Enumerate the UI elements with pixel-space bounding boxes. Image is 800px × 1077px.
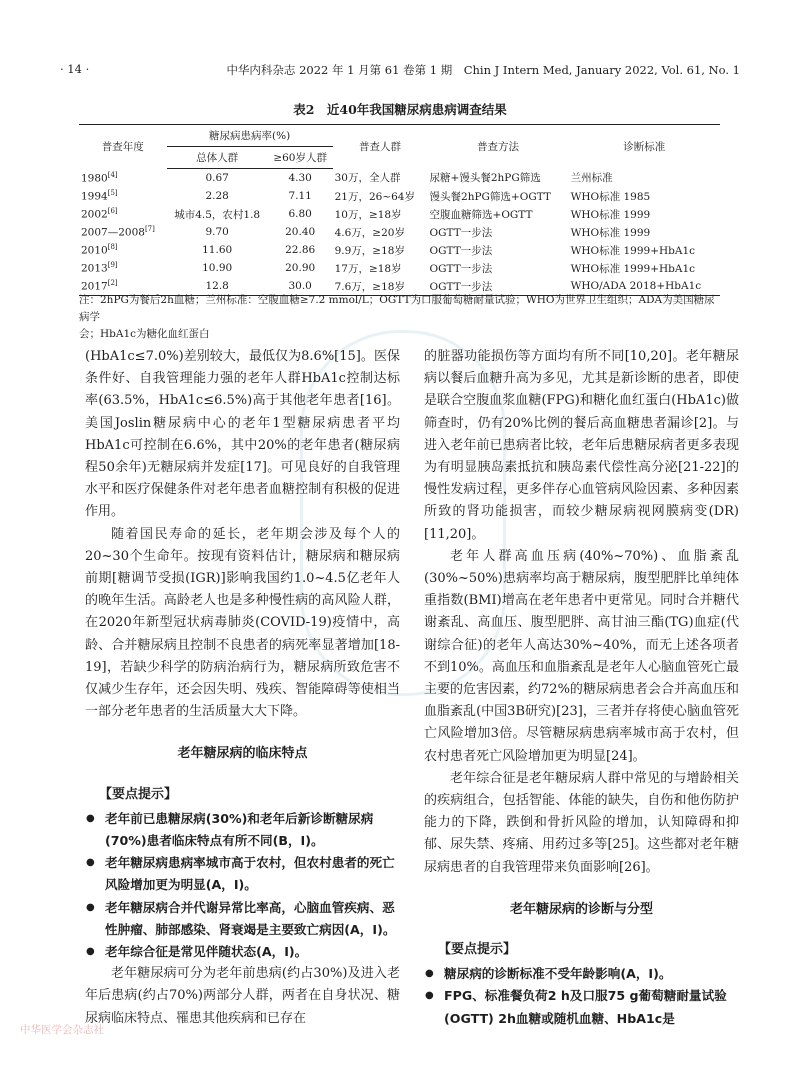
cell-over60: 30.0: [268, 277, 333, 296]
table-body: [79, 169, 720, 296]
reference-marker: [2]: [107, 279, 118, 288]
bullet-item: ● 老年综合征是常见伴随状态(A，Ⅰ)。: [85, 941, 400, 963]
bullet-item: ● 糖尿病的诊断标准不受年龄影响(A，Ⅰ)。: [424, 963, 739, 985]
reference-marker: [4]: [107, 171, 118, 179]
table-row: [79, 259, 720, 277]
cell-population: 30万，全人群: [334, 172, 401, 185]
cell-year: 1980[4]: [81, 171, 118, 185]
cell-overall: 11.60: [202, 244, 233, 256]
header-population: 普查人群: [333, 125, 428, 169]
bullet-item: ● 老年糖尿病患病率城市高于农村，但农村患者的死亡风险增加更为明显(A，Ⅰ)。: [85, 852, 400, 896]
cell-method: OGTT一步法: [428, 277, 569, 296]
reference-marker: [5]: [107, 189, 118, 198]
cell-criteria: WHO标准 1999: [570, 208, 651, 221]
cell-year: 2007—2008[7]: [81, 225, 155, 239]
cell-method: 尿糖+馒头餐2hPG筛选: [429, 172, 541, 185]
header-overall: 总体人群: [167, 147, 268, 169]
cell-year: 2010[8]: [81, 243, 118, 257]
cell-method: OGTT一步法: [429, 262, 493, 275]
table-note-line1: 注：2hPG为餐后2h血糖；兰州标准：空腹血糖≥7.2 mmol/L；OGTT为口服葡萄糖耐量试验；WHO为世界卫生组织；ADA为美国糖尿病学: [79, 294, 715, 323]
cell-method: 馒头餐2hPG筛选+OGTT: [429, 190, 551, 203]
cell-overall: 城市4.5，农村1.8: [174, 208, 261, 221]
publisher-watermark: 中华医学会杂志社: [20, 1024, 104, 1036]
cell-over60: 7.11: [288, 190, 312, 202]
left-paragraph-2: 随着国民寿命的延长，老年期会涉及每个人的20~30个生命年。按现有资料估计，糖尿病和糖尿病前期[糖调节受损(IGR)]影响我国约1.0~4.5亿老年人的晚年生活。高龄老人也是多种慢性病的高风险人群，在2020年新型冠状病毒肺炎(COVID-19)疫情中，高龄、合并糖尿病且控制不良患者的病死率显著增加[18-19]，若缺少科学的防病治病行为，糖尿病所致危害不仅减少生存年，还会因失明、残疾、智能障碍等使相当一部分老年患者的生活质量大大下降。: [85, 526, 400, 720]
left-paragraph-1: (HbA1c≤7.0%)差别较大，最低仅为8.6%[15]。医保条件好、自我管理能力强的老年人群HbA1c控制达标率(63.5%，HbA1c≤6.5%)高于其他老年患者[16]。美国Joslin糖尿病中心的老年1型糖尿病患者平均HbA1c可控制在6.6%，其中20%的老年患者(糖尿病程50余年)无糖尿病并发症[17]。可见良好的自我管理水平和医疗保健条件对老年患者血糖控制有积极的促进作用。: [85, 349, 400, 520]
prevalence-table: [79, 124, 720, 296]
cell-method: OGTT一步法: [429, 226, 493, 239]
right-paragraph-3: 老年综合征是老年糖尿病人群中常见的与增龄相关的疾病组合，包括智能、体能的缺失，自伤和他伤防护能力的下降，跌倒和骨折风险的增加，认知障碍和抑郁、尿失禁、疼痛、用药过多等[25]。这些都对老年糖尿病患者的自我管理带来负面影响[26]。: [424, 770, 739, 875]
header-year: 普查年度: [79, 125, 167, 169]
key-points-label: 【要点提示】: [438, 942, 517, 958]
header-over60: ≥60岁人群: [268, 147, 333, 169]
cell-criteria: 兰州标准: [570, 172, 613, 185]
reference-marker: [6]: [107, 207, 118, 216]
section-title-clinical: 老年糖尿病的临床特点: [177, 746, 308, 762]
cell-over60: 6.80: [288, 208, 312, 220]
table-row: [79, 187, 720, 205]
journal-citation: 中华内科杂志 2022 年 1 月第 61 卷第 1 期 Chin J Intern Med, January 2022, Vol. 61, No. 1: [226, 63, 740, 77]
cell-overall: 0.67: [205, 172, 229, 184]
bullet-item: ● 老年糖尿病合并代谢异常比率高，心脑血管疾病、恶性肿瘤、肺部感染、肾衰竭是主要致亡病因(A，Ⅰ)。: [85, 897, 400, 941]
cell-criteria: WHO标准 1999+HbA1c: [570, 244, 696, 257]
cell-population: 9.9万，≥18岁: [334, 244, 405, 257]
cell-overall: 2.28: [205, 190, 229, 202]
cell-criteria: WHO标准 1985: [570, 190, 651, 203]
reference-marker: [8]: [107, 243, 118, 252]
cell-over60: 20.40: [285, 226, 316, 238]
cell-population: 10万，≥18岁: [334, 208, 402, 221]
right-paragraph-2: 老年人群高血压病(40%~70%)、血脂紊乱(30%~50%)患病率均高于糖尿病，腹型肥胖比单纯体重指数(BMI)增高在老年患者中更常见。同时合并糖代谢紊乱、高血压、腹型肥胖、高甘油三酯(TG)血症(代谢综合征)的老年人高达30%~40%，而无上述各项者不到10%。高血压和血脂紊乱是老年人心脑血管死亡最主要的危害因素，约72%的糖尿病患者会合并高血压和血脂紊乱(中国3B研究)[23]，三者并存将使心脑血管死亡风险增加3倍。尽管糖尿病患病率城市高于农村，但农村患者死亡风险增加更为明显[24]。: [424, 548, 739, 764]
page-number: · 14 ·: [60, 62, 90, 76]
cell-year: 2013[9]: [81, 261, 118, 275]
cell-over60: 22.86: [285, 244, 316, 256]
cell-criteria: WHO标准 1999: [570, 226, 651, 239]
cell-criteria: WHO/ADA 2018+HbA1c: [569, 277, 720, 296]
cell-overall: 9.70: [205, 226, 229, 238]
cell-year: 2002[6]: [81, 207, 118, 221]
header-method: 普查方法: [428, 125, 569, 169]
cell-over60: 4.30: [288, 172, 312, 184]
cell-year: 2017[2]: [79, 277, 167, 296]
reference-marker: [7]: [144, 225, 155, 234]
cell-method: 空腹血糖筛选+OGTT: [429, 208, 533, 221]
cell-method: OGTT一步法: [429, 244, 493, 257]
cell-population: 21万，26~64岁: [334, 190, 415, 203]
reference-marker: [9]: [107, 261, 118, 270]
cell-population: 7.6万，≥18岁: [333, 277, 428, 296]
table-caption: 表2 近40年我国糖尿病患病调查结果: [293, 102, 507, 117]
left-column: [85, 346, 400, 1030]
header-criteria: 诊断标准: [569, 125, 720, 169]
table-note-line2: 会；HbA1c为糖化血红蛋白: [79, 328, 210, 340]
table-row: [79, 241, 720, 259]
right-column: [424, 346, 739, 1030]
cell-population: 17万，≥18岁: [334, 262, 402, 275]
section-title-diagnosis: 老年糖尿病的诊断与分型: [509, 901, 653, 917]
bullet-item: ● FPG、标准餐负荷2 h及口服75 g葡萄糖耐量试验(OGTT) 2h血糖或随机血糖、HbA1c是: [424, 985, 739, 1029]
cell-population: 4.6万，≥20岁: [334, 226, 405, 239]
table-row: [79, 223, 720, 241]
cell-overall: 12.8: [167, 277, 268, 296]
cell-overall: 10.90: [202, 262, 233, 274]
header-prevalence: 糖尿病患病率(%): [167, 125, 333, 147]
table-note: [79, 292, 720, 343]
right-paragraph-1: 的脏器功能损伤等方面均有所不同[10,20]。老年糖尿病以餐后血糖升高为多见，尤其是新诊断的患者，即使是联合空腹血浆血糖(FPG)和糖化血红蛋白(HbA1c)做筛查时，仍有20%比例的餐后高血糖患者漏诊[2]。与进入老年前已患病者比较，老年后患糖尿病者更多表现为有明显胰岛素抵抗和胰岛素代偿性高分泌[21-22]的慢性发病过程，更多伴存心血管病风险因素、多种因素所致的肾功能损害，而较少糖尿病视网膜病变(DR)[11,20]。: [424, 349, 739, 542]
bullet-item: ● 老年前已患糖尿病(30%)和老年后新诊断糖尿病(70%)患者临床特点有所不同(B，Ⅰ)。: [85, 808, 400, 852]
cell-over60: 20.90: [285, 262, 316, 274]
cell-year: 1994[5]: [81, 189, 118, 203]
key-points-label: 【要点提示】: [99, 786, 178, 802]
table-row: [79, 169, 720, 188]
cell-criteria: WHO标准 1999+HbA1c: [570, 262, 696, 275]
table-row: [79, 205, 720, 223]
left-paragraph-3: 老年糖尿病可分为老年前患病(约占30%)及进入老年后患病(约占70%)两部分人群，两者在自身状况、糖尿病临床特点、罹患其他疾病和已存在: [85, 966, 400, 1026]
